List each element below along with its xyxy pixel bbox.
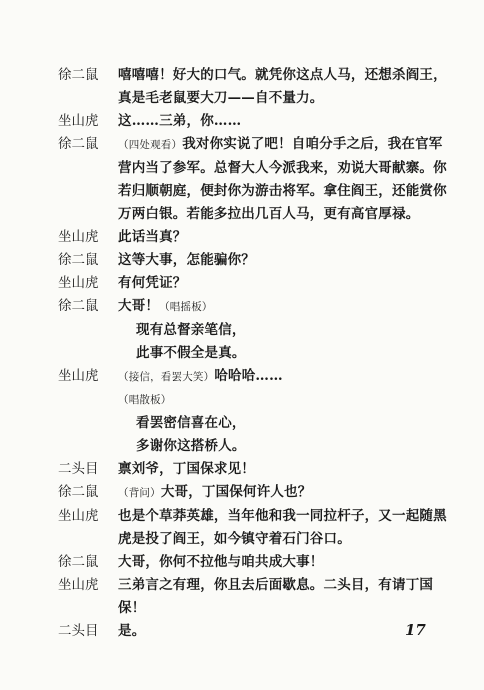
spoken-text: 大哥，丁国保何许人也？	[160, 484, 312, 500]
dialogue-line	[58, 574, 448, 620]
dialogue-line	[58, 365, 448, 458]
sung-verse: 此事不假全是真。	[136, 345, 246, 361]
speaker-name: 坐山虎	[58, 113, 99, 129]
dialogue-line	[58, 458, 448, 481]
dialogue-line	[58, 226, 448, 249]
dialogue-line	[58, 272, 448, 295]
spoken-text: 此话当真？	[118, 229, 187, 245]
speech-text	[118, 226, 448, 249]
spoken-text: 大哥！	[118, 298, 160, 314]
speech-text	[118, 110, 448, 133]
spoken-text: 我对你实说了吧！自咱分手之后，我在官军营内当了参军。总督大人今派我来，劝说大哥献寨。你若归顺朝庭，便封你为游击将军。拿住阎王，还能赏你万两白银。若能多拉出几百人马，更有高官厚禄。	[118, 136, 447, 222]
page-number: 17	[405, 621, 426, 639]
speaker-name: 二头目	[58, 623, 99, 639]
speaker-name: 徐二鼠	[58, 298, 99, 314]
speaker-name: 坐山虎	[58, 577, 99, 593]
speaker-name: 徐二鼠	[58, 136, 99, 152]
speech-text	[118, 505, 448, 551]
speech-text	[118, 249, 448, 272]
spoken-text: 禀刘爷，丁国保求见！	[118, 461, 255, 477]
spoken-text: 三弟言之有理，你且去后面歇息。二头目，有请丁国保！	[118, 577, 434, 616]
speech-text	[118, 133, 448, 226]
sung-verse: 现有总督亲笔信，	[136, 322, 246, 338]
spoken-text: 大哥，你何不拉他与咱共成大事！	[118, 554, 324, 570]
sung-verse: 看罢密信喜在心，	[136, 415, 246, 431]
dialogue-line	[58, 505, 448, 551]
stage-direction: （唱摇板）	[159, 301, 213, 313]
spoken-text: 哈哈哈……	[214, 368, 283, 384]
spoken-text: 嘻嘻嘻！好大的口气。就凭你这点人马，还想杀阎王，真是毛老鼠要大刀——自不量力。	[118, 67, 447, 106]
spoken-text: 这等大事，怎能骗你？	[118, 252, 255, 268]
speaker-name: 坐山虎	[58, 368, 99, 384]
speech-text	[118, 551, 448, 574]
script-dialogue	[58, 64, 448, 643]
speaker-name: 坐山虎	[58, 275, 99, 291]
speech-text	[118, 64, 448, 110]
stage-direction: （背问）	[118, 487, 161, 499]
speech-text	[118, 574, 448, 620]
spoken-text: 这……三弟，你……	[118, 113, 242, 129]
stage-direction: （接信，看罢大笑）	[118, 371, 215, 383]
speech-text	[118, 272, 448, 295]
dialogue-line	[58, 295, 448, 365]
dialogue-line	[58, 110, 448, 133]
dialogue-line	[58, 551, 448, 574]
speaker-name: 徐二鼠	[58, 484, 99, 500]
spoken-text: 也是个草莽英雄，当年他和我一同拉杆子，又一起随黑虎是投了阎王，如今镇守着石门谷口。	[118, 508, 447, 547]
speaker-name: 坐山虎	[58, 508, 99, 524]
dialogue-line	[58, 481, 448, 505]
speaker-name: 徐二鼠	[58, 252, 99, 268]
stage-direction: （四处观看）	[118, 139, 183, 151]
speech-text	[118, 458, 448, 481]
spoken-text: 是。	[118, 623, 146, 639]
speech-text	[118, 620, 448, 643]
speaker-name: 徐二鼠	[58, 67, 99, 83]
stage-direction: （唱散板）	[118, 394, 172, 406]
speech-text	[118, 481, 448, 505]
dialogue-line	[58, 133, 448, 226]
sung-verse: 多谢你这搭桥人。	[136, 438, 246, 454]
speaker-name: 二头目	[58, 461, 99, 477]
dialogue-line	[58, 620, 448, 643]
spoken-text: 有何凭证？	[118, 275, 187, 291]
speech-text	[118, 295, 448, 365]
speaker-name: 坐山虎	[58, 229, 99, 245]
speech-text	[118, 365, 448, 458]
dialogue-line	[58, 64, 448, 110]
speaker-name: 徐二鼠	[58, 554, 99, 570]
dialogue-line	[58, 249, 448, 272]
